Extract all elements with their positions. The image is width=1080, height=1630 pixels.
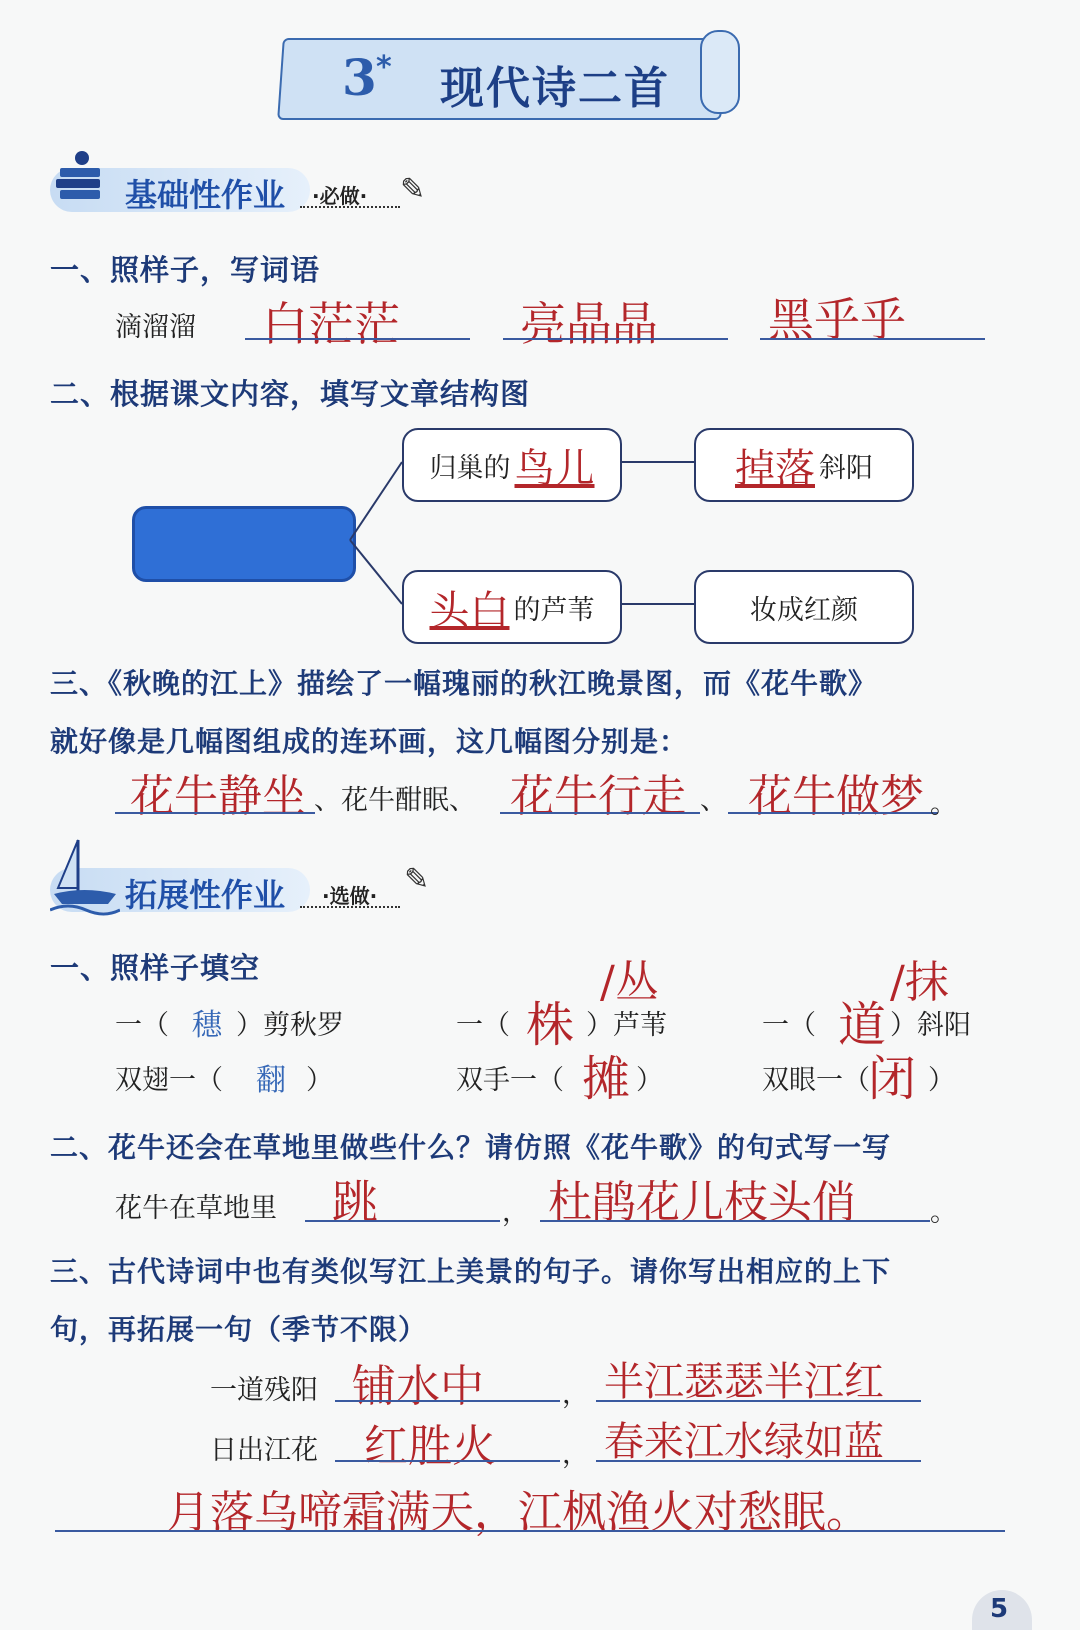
basic-q3-sep-2: 、 [700, 785, 727, 816]
r2b-post: ） [636, 1065, 663, 1096]
bottom-left-answer: 头白 [429, 587, 510, 634]
extended-q2-comma: ， [502, 1197, 529, 1228]
extended-q3-l3-answer: 月落乌啼霜满天，江枫渔火对愁眠。 [166, 1487, 870, 1538]
extended-section-title: 拓展性作业 [125, 876, 286, 914]
lesson-number: 3 [342, 48, 377, 107]
basic-q3-line-1 [115, 812, 315, 814]
bottom-left-suffix: 的芦苇 [513, 594, 595, 626]
structure-top-left-box [402, 428, 622, 502]
r1c-extra: /抹 [890, 957, 949, 1008]
top-left-answer: 鸟儿 [514, 445, 595, 492]
r1b-extra: /丛 [600, 957, 659, 1008]
basic-q3-sep-1: 、花牛酣眠、 [314, 785, 476, 816]
bottom-right-text: 妆成红颜 [750, 594, 858, 626]
extended-q1-prompt: 一、照样子填空 [50, 951, 261, 985]
r2c-answer: 闭 [868, 1051, 917, 1107]
r2a-pre: 双翅一（ [115, 1065, 223, 1096]
basic-q1-answer-2: 亮晶晶 [520, 297, 658, 351]
lesson-star: * [376, 50, 392, 85]
extended-q3-l2-prefix: 日出江花 [210, 1435, 318, 1466]
extended-q3-l1-answer-2: 半江瑟瑟半江红 [604, 1359, 884, 1405]
extended-q3-l1-prefix: 一道残阳 [210, 1375, 318, 1406]
r2c-post: ） [928, 1065, 955, 1096]
basic-section-tag: ·必做· [312, 184, 368, 208]
r2b-pre: 双手一（ [456, 1065, 564, 1096]
r1b-post: ）芦苇 [586, 1010, 667, 1041]
extended-q2-prefix: 花牛在草地里 [115, 1193, 277, 1224]
basic-section-title: 基础性作业 [125, 176, 286, 214]
lesson-title: 现代诗二首 [440, 63, 670, 114]
basic-q2-prompt: 二、根据课文内容，填写文章结构图 [50, 377, 531, 411]
basic-q3-answer-3: 花牛做梦 [748, 771, 924, 822]
page-number: 5 [990, 1594, 1009, 1624]
extended-q2-prompt: 二、花牛还会在草地里做些什么？请仿照《花牛歌》的句式写一写 [50, 1131, 892, 1164]
extended-q3-l1-line-2 [596, 1400, 921, 1402]
extended-q3-l1-line-1 [335, 1400, 560, 1402]
basic-q1-answer-1: 白茫茫 [262, 297, 400, 351]
r1a-post: ）剪秋罗 [236, 1010, 344, 1041]
basic-q1-example: 滴溜溜 [115, 312, 196, 343]
extended-q3-l2-answer-1: 红胜火 [364, 1421, 496, 1472]
r1c-post: ）斜阳 [890, 1010, 971, 1041]
extended-q2-line-2 [540, 1220, 930, 1222]
r2a-answer: 翻 [256, 1063, 286, 1098]
structure-bottom-right-box [694, 570, 914, 644]
extended-q3-l1-comma: ， [562, 1379, 589, 1410]
r1c-pre: 一（ [762, 1010, 816, 1041]
top-right-answer: 掉落 [735, 445, 815, 492]
basic-q1-answer-3: 黑乎乎 [768, 293, 906, 347]
r1b-answer: 株 [526, 997, 575, 1053]
extended-q3-l2-line-2 [596, 1460, 921, 1462]
basic-q3-end: 。 [930, 789, 957, 820]
basic-q3-line-2 [500, 812, 700, 814]
extended-q3-prompt-line1: 三、古代诗词中也有类似写江上美景的句子。请你写出相应的上下 [50, 1255, 892, 1288]
basic-q3-prompt-line2: 就好像是几幅图组成的连环画，这几幅图分别是： [50, 725, 689, 758]
r1c-answer: 道 [838, 997, 887, 1053]
basic-q3-prompt-line1: 三、《秋晚的江上》描绘了一幅瑰丽的秋江晚景图，而《花牛歌》 [50, 667, 878, 700]
sailboat-icon [50, 836, 120, 916]
basic-q3-answer-2: 花牛行走 [510, 771, 686, 822]
structure-bottom-left-box [402, 570, 622, 644]
extended-q2-answer-1: 跳 [332, 1175, 378, 1229]
extended-q2-line-1 [305, 1220, 500, 1222]
extended-q3-l2-answer-2: 春来江水绿如蓝 [604, 1419, 884, 1465]
extended-section-tag: ·选做· [322, 884, 378, 908]
extended-q2-answer-2: 杜鹃花儿枝头俏 [548, 1177, 856, 1228]
r1a-answer: 穗 [192, 1008, 222, 1043]
extended-q3-l3-line [55, 1530, 1005, 1532]
extended-q3-prompt-line2: 句，再拓展一句（季节不限） [50, 1313, 428, 1346]
basic-q3-line-3 [728, 812, 938, 814]
extended-q3-l2-line-1 [335, 1460, 560, 1462]
r2a-post: ） [306, 1065, 333, 1096]
r2b-answer: 摊 [582, 1051, 631, 1107]
pencil-icon: ✎ [400, 172, 426, 207]
extended-q3-l2-comma: ， [562, 1439, 589, 1470]
extended-q2-end: 。 [930, 1197, 957, 1228]
r2c-pre: 双眼一（ [762, 1065, 870, 1096]
top-left-prefix: 归巢的 [429, 452, 511, 484]
pencil-icon: ✎ [404, 862, 430, 897]
r1b-pre: 一（ [456, 1010, 510, 1041]
extended-tag-dots [300, 906, 400, 908]
top-right-suffix: 斜阳 [819, 452, 873, 484]
basic-q1-prompt: 一、照样子，写词语 [50, 253, 321, 287]
structure-top-right-box [694, 428, 914, 502]
extended-q3-l1-answer-1: 铺水中 [352, 1361, 484, 1412]
basic-q3-answer-1: 花牛静坐 [130, 771, 306, 822]
r1a-pre: 一（ [115, 1010, 169, 1041]
